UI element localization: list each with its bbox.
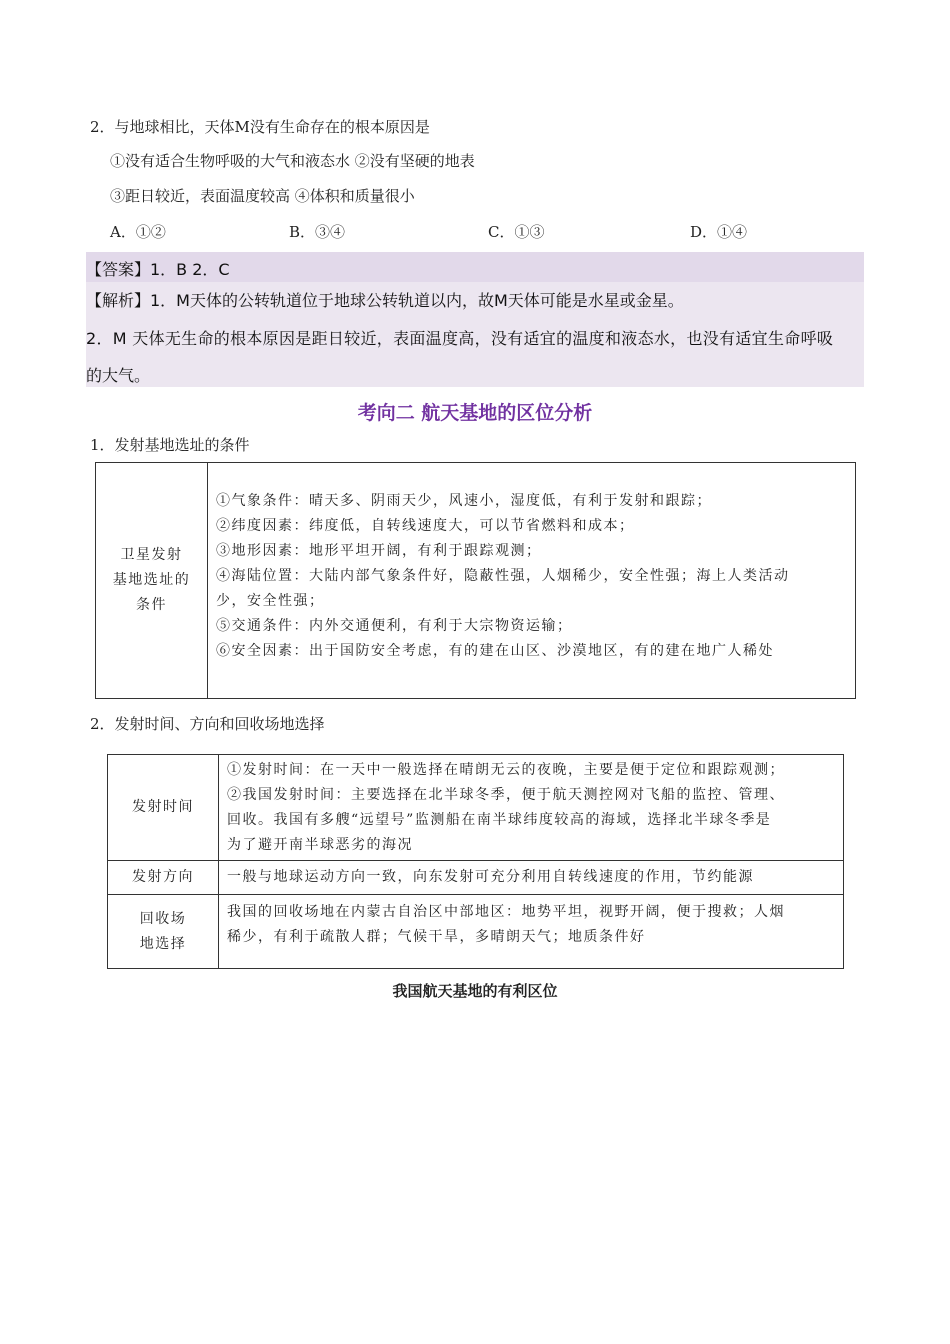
section-title: 考向二 航天基地的区位分析 — [357, 402, 593, 424]
label-line: 发射时间 — [132, 799, 194, 815]
label-line: 卫星发射 — [120, 547, 183, 563]
content-line: 少，安全性强； — [216, 593, 325, 609]
table-row — [108, 895, 844, 969]
table-label-cell — [108, 895, 219, 969]
answer-text: 【答案】1．B 2．C — [86, 260, 230, 279]
table-row — [108, 755, 844, 861]
content-line: 稀少，有利于疏散人群；气候干旱，多晴朗天气；地质条件好 — [227, 928, 646, 945]
label-line: 条件 — [136, 597, 167, 613]
table-content-cell — [219, 861, 844, 895]
content-line: 一般与地球运动方向一致，向东发射可充分利用自转线速度的作用，节约能源 — [227, 869, 754, 885]
content-line: ②我国发射时间：主要选择在北半球冬季，便于航天测控网对飞船的监控、管理、 — [227, 786, 785, 803]
label-line: 回收场 — [139, 910, 187, 927]
option-d: D．①④ — [690, 223, 748, 241]
option-a: A．①② — [110, 223, 166, 241]
content-line: ①发射时间：在一天中一般选择在晴朗无云的夜晚，主要是便于定位和跟踪观测； — [227, 761, 785, 778]
question-stem: 2．与地球相比，天体M没有生命存在的根本原因是 — [90, 118, 430, 136]
analysis-line-3: 的大气。 — [86, 366, 151, 385]
analysis-line-1: 【解析】1．M天体的公转轨道位于地球公转轨道以内，故M天体可能是水星或金星。 — [86, 291, 684, 310]
table-label-cell — [96, 463, 208, 699]
label-line: 基地选址的 — [112, 572, 191, 588]
content-line: ⑤交通条件：内外交通便利，有利于大宗物资运输； — [216, 618, 573, 634]
option-b: B．③④ — [289, 223, 346, 241]
table-row — [108, 861, 844, 895]
table-content-cell — [219, 755, 844, 861]
site-conditions-table — [95, 462, 856, 699]
question-item: ③距日较近，表面温度较高 ④体积和质量很小 — [110, 187, 415, 205]
heading-launch-time-direction: 2．发射时间、方向和回收场地选择 — [90, 715, 325, 733]
content-line: ③地形因素：地形平坦开阔，有利于跟踪观测； — [216, 543, 542, 559]
label-line: 发射方向 — [132, 869, 194, 885]
content-line: 回收。我国有多艘“远望号”监测船在南半球纬度较高的海域，选择北半球冬季是 — [227, 811, 772, 828]
answer-block — [86, 252, 864, 387]
table-content-cell — [208, 463, 856, 699]
table-label-cell — [108, 755, 219, 861]
content-line: ④海陆位置：大陆内部气象条件好，隐蔽性强，人烟稀少，安全性强；海上人类活动 — [216, 568, 790, 584]
launch-details-table — [107, 754, 844, 969]
content-line: ⑥安全因素：出于国防安全考虑，有的建在山区、沙漠地区，有的建在地广人稀处 — [216, 643, 774, 659]
analysis-line-2: 2．M 天体无生命的根本原因是距日较近，表面温度高，没有适宜的温度和液态水，也没有适宜生命呼吸 — [86, 329, 834, 348]
content-line: 为了避开南半球恶劣的海况 — [227, 836, 413, 853]
content-line: 我国的回收场地在内蒙古自治区中部地区：地势平坦，视野开阔，便于搜救；人烟 — [227, 903, 785, 920]
content-line: ①气象条件：晴天多、阴雨天少，风速小，湿度低，有利于发射和跟踪； — [216, 493, 712, 509]
label-line: 地选择 — [139, 935, 187, 952]
table-content-cell — [219, 895, 844, 969]
content-line: ②纬度因素：纬度低，自转线速度大，可以节省燃料和成本； — [216, 518, 635, 534]
figure-caption: 我国航天基地的有利区位 — [392, 982, 558, 1000]
table-row — [96, 463, 856, 699]
option-c: C．①③ — [488, 223, 545, 241]
heading-launch-site-conditions: 1．发射基地选址的条件 — [90, 436, 250, 454]
table-label-cell — [108, 861, 219, 895]
question-item: ①没有适合生物呼吸的大气和液态水 ②没有坚硬的地表 — [110, 152, 475, 170]
